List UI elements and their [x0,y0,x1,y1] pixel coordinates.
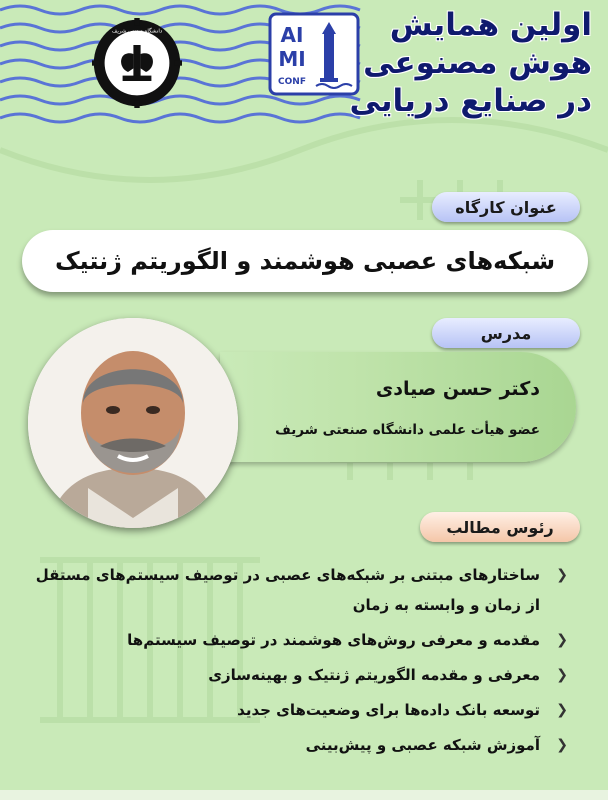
topics-label: رئوس مطالب [446,517,554,537]
topics-list [28,560,568,765]
aimi-conference-logo [268,12,360,96]
title-line-2: هوش مصنوعی [363,45,592,81]
chevron-left-icon: ❮ [556,632,568,648]
list-item: ❮ ساختارهای مبتنی بر شبکه‌های عصبی در توصیف سیستم‌های مستقل از زمان و وابسته به زمان [28,560,568,620]
instructor-label-pill [432,318,580,348]
instructor-info-box [220,352,576,462]
chevron-left-icon: ❮ [556,702,568,718]
list-item: ❮ معرفی و مقدمه الگوریتم ژنتیک و بهینه‌سازی [28,660,568,690]
topics-label-pill [420,512,580,542]
chevron-left-icon: ❮ [556,737,568,753]
workshop-title: شبکه‌های عصبی هوشمند و الگوریتم ژنتیک [54,247,556,275]
title-line-3: در صنایع دریایی [349,83,592,119]
sharif-university-logo [92,18,182,108]
instructor-photo [28,318,238,528]
list-item: ❮ آموزش شبکه عصبی و پیش‌بینی [28,730,568,760]
svg-text:CONF: CONF [278,77,306,87]
chevron-left-icon: ❮ [556,667,568,683]
title-line-1: اولین همایش [389,7,592,43]
conference-title [350,6,592,120]
svg-text:AI: AI [280,23,304,47]
svg-text:دانشگاه صنعتی شریف: دانشگاه صنعتی شریف [111,28,163,35]
list-item: ❮ توسعه بانک داده‌ها برای وضعیت‌های جدید [28,695,568,725]
svg-text:MI: MI [278,47,306,71]
workshop-label-pill [432,192,580,222]
portrait-image [28,318,238,528]
workshop-title-box [22,230,588,292]
instructor-label: مدرس [480,323,532,343]
workshop-label: عنوان کارگاه [455,197,557,217]
list-item: ❮ مقدمه و معرفی روش‌های هوشمند در توصیف سیستم‌ها [28,625,568,655]
chevron-left-icon: ❮ [556,567,568,583]
instructor-role: عضو هیأت علمی دانشگاه صنعتی شریف [275,422,540,438]
instructor-name: دکتر حسن صیادی [375,378,540,400]
